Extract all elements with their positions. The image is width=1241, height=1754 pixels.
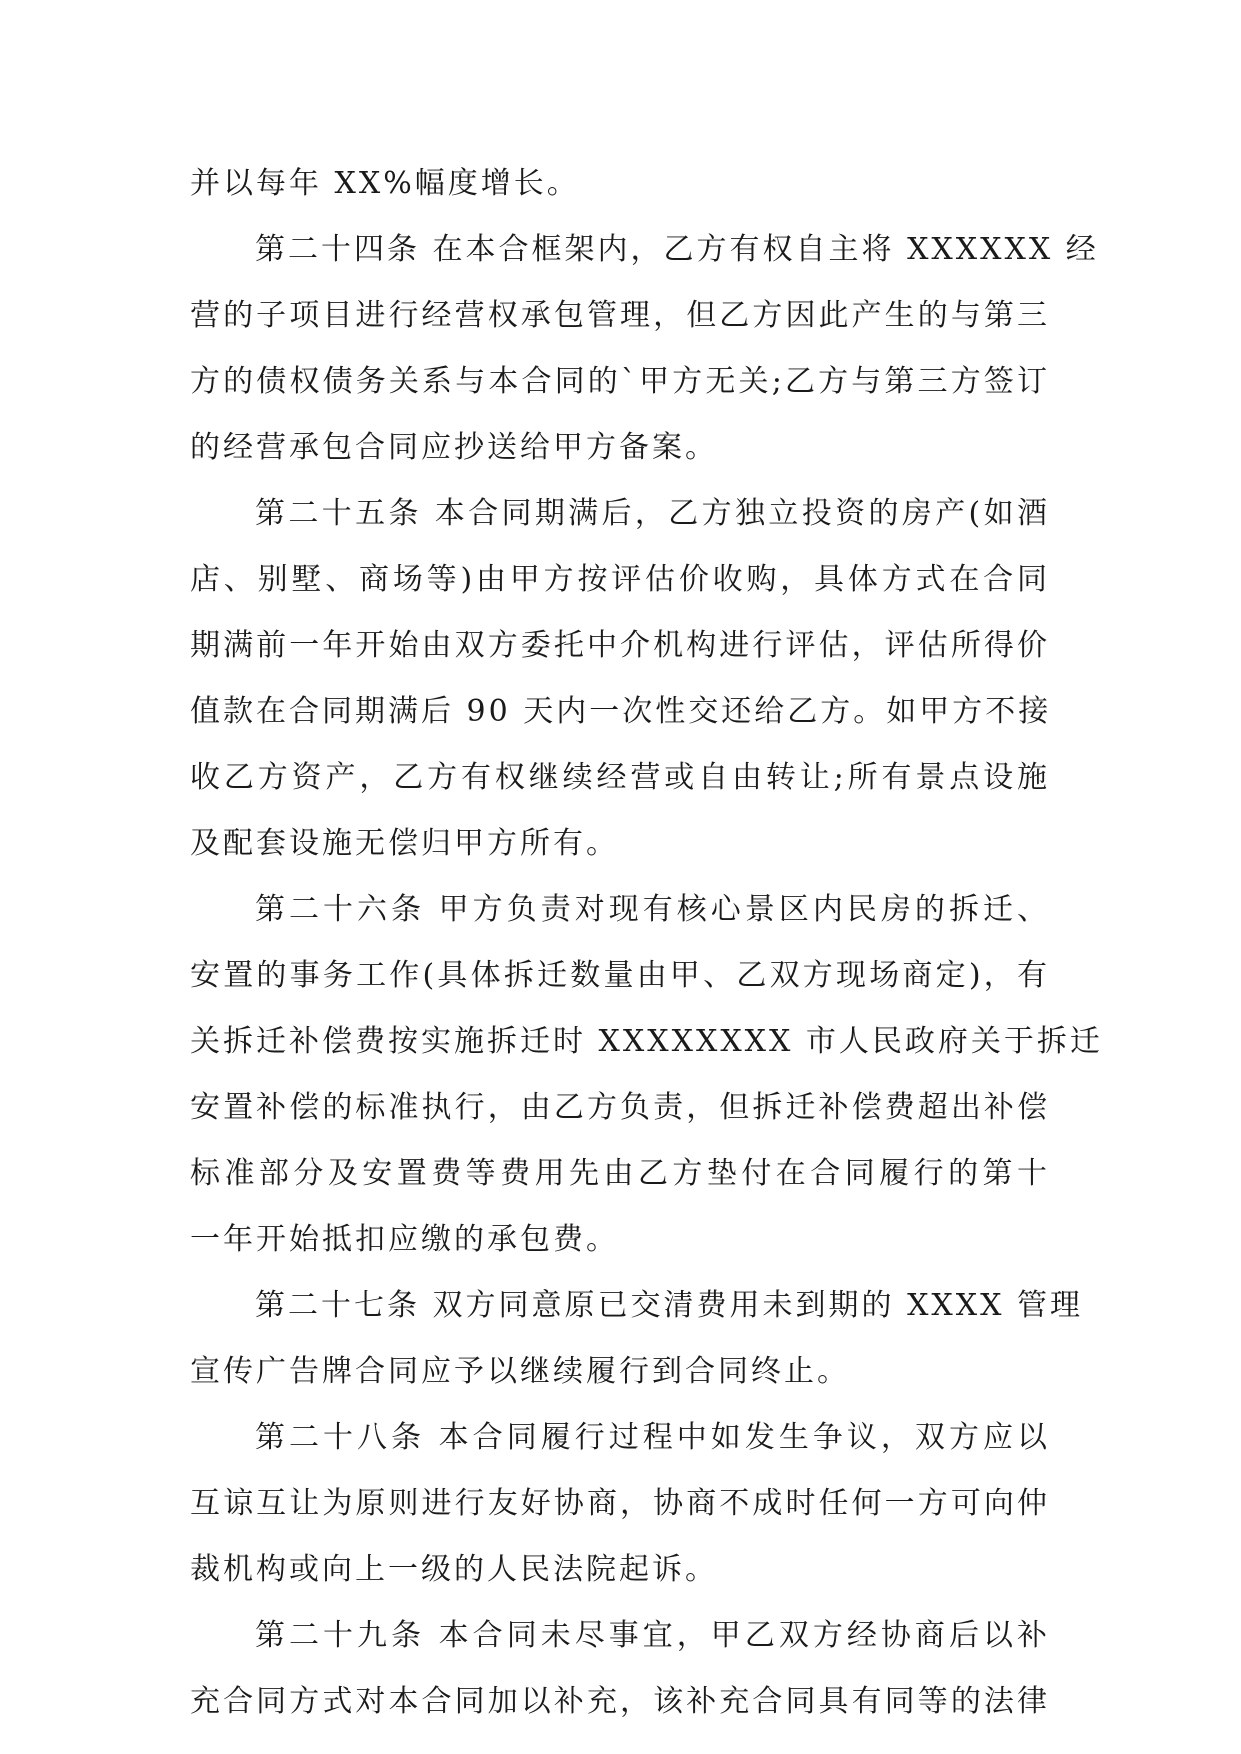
- text-line: 第二十八条 本合同履行过程中如发生争议，双方应以: [255, 1420, 1050, 1455]
- article-28: [190, 1405, 1050, 1603]
- text-line: 第二十五条 本合同期满后，乙方独立投资的房产(如酒: [255, 496, 1050, 531]
- article-27: [190, 1273, 1084, 1405]
- article-24: [190, 217, 1099, 481]
- document-body: [190, 151, 1103, 1735]
- text-line: 第二十四条 在本合框架内，乙方有权自主将 XXXXXX 经: [255, 232, 1099, 267]
- text-line: 安置补偿的标准执行，由乙方负责，但拆迁补偿费超出补偿: [190, 1090, 1050, 1125]
- article-25: [190, 481, 1050, 877]
- text-line: 并以每年 XX%幅度增长。: [190, 166, 580, 201]
- text-line: 充合同方式对本合同加以补充，该补充合同具有同等的法律: [190, 1684, 1050, 1719]
- text-line: 第二十九条 本合同未尽事宜，甲乙双方经协商后以补: [255, 1618, 1050, 1653]
- text-line: 店、别墅、商场等)由甲方按评估价收购，具体方式在合同: [190, 562, 1050, 597]
- paragraph-continuation: [190, 151, 1050, 217]
- text-line: 第二十七条 双方同意原已交清费用未到期的 XXXX 管理: [255, 1288, 1084, 1323]
- text-line: 方的债权债务关系与本合同的`甲方无关;乙方与第三方签订: [190, 364, 1050, 399]
- text-line: 互谅互让为原则进行友好协商，协商不成时任何一方可向仲: [190, 1486, 1050, 1521]
- text-line: 的经营承包合同应抄送给甲方备案。: [190, 430, 718, 465]
- text-line: 收乙方资产，乙方有权继续经营或自由转让;所有景点设施: [190, 760, 1050, 795]
- text-line: 标准部分及安置费等费用先由乙方垫付在合同履行的第十: [190, 1156, 1050, 1191]
- text-line: 第二十六条 甲方负责对现有核心景区内民房的拆迁、: [255, 892, 1050, 927]
- article-26: [190, 877, 1103, 1273]
- text-line: 宣传广告牌合同应予以继续履行到合同终止。: [190, 1354, 850, 1389]
- text-line: 营的子项目进行经营权承包管理，但乙方因此产生的与第三: [190, 298, 1050, 333]
- text-line: 一年开始抵扣应缴的承包费。: [190, 1222, 619, 1257]
- text-line: 关拆迁补偿费按实施拆迁时 XXXXXXXX 市人民政府关于拆迁: [190, 1024, 1103, 1059]
- article-29: [190, 1603, 1050, 1735]
- text-line: 及配套设施无偿归甲方所有。: [190, 826, 619, 861]
- text-line: 值款在合同期满后 90 天内一次性交还给乙方。如甲方不接: [190, 694, 1052, 729]
- text-line: 安置的事务工作(具体拆迁数量由甲、乙双方现场商定)，有: [190, 958, 1050, 993]
- text-line: 期满前一年开始由双方委托中介机构进行评估，评估所得价: [190, 628, 1050, 663]
- text-line: 裁机构或向上一级的人民法院起诉。: [190, 1552, 718, 1587]
